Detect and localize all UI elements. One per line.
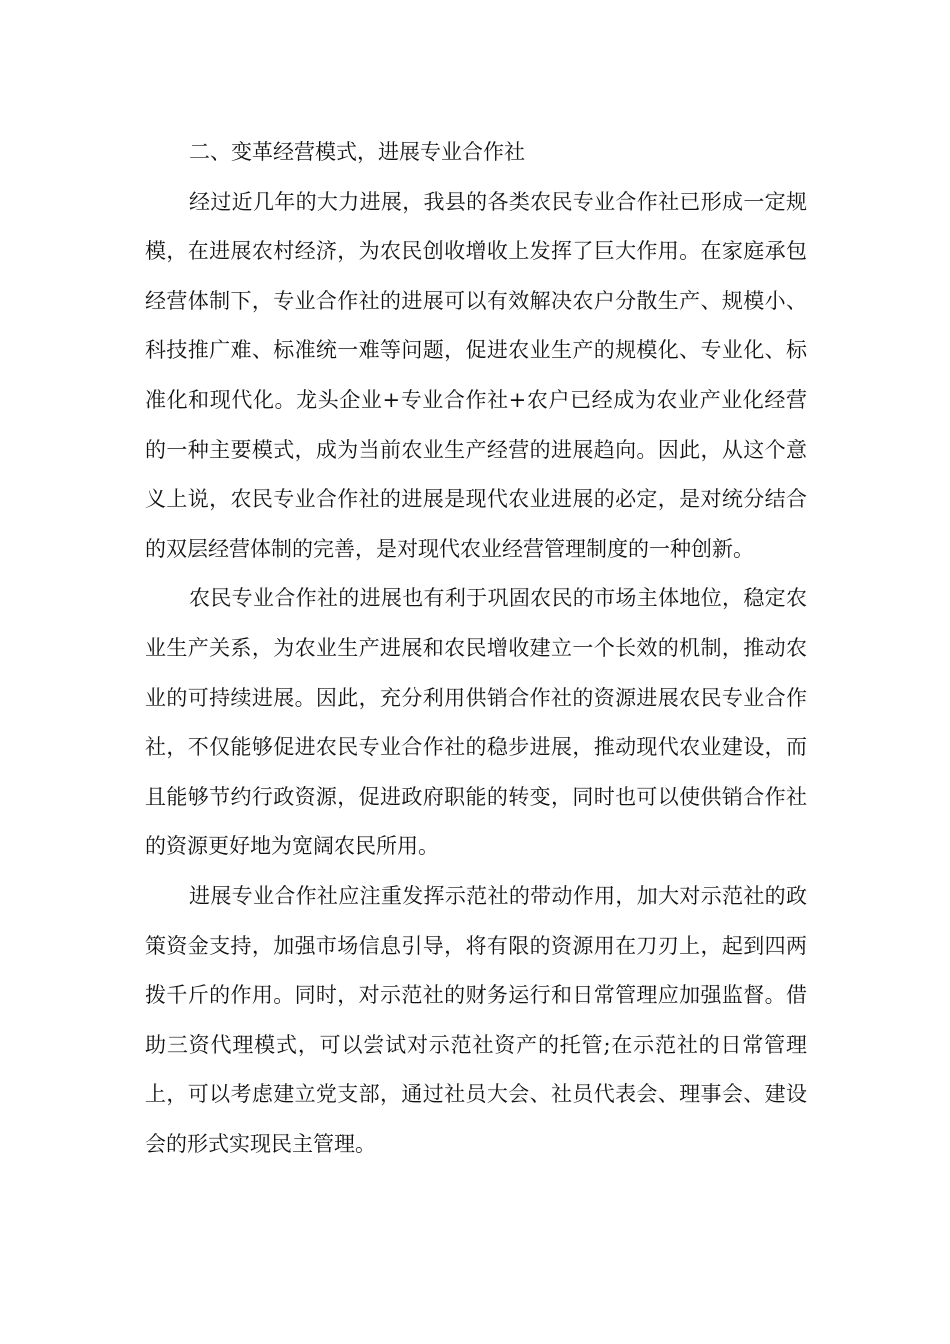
section-heading: 二、变革经营模式，进展专业合作社 bbox=[189, 140, 525, 164]
paragraph-3: 进展专业合作社应注重发挥示范社的带动作用，加大对示范社的政策资金支持，加强市场信息引导，将有限的资源用在刀刃上，起到四两拨千斤的作用。同时，对示范社的财务运行和日常管理应加强监督。借助三资代理模式，可以尝试对示范社资产的托管;在示范社的日常管理上，可以考虑建立党支部，通过社员大会、社员代表会、理事会、建设会的形式实现民主管理。 bbox=[145, 883, 807, 1156]
paragraph-1: 经过近几年的大力进展，我县的各类农民专业合作社已形成一定规模，在进展农村经济，为农民创收增收上发挥了巨大作用。在家庭承包经营体制下，专业合作社的进展可以有效解决农户分散生产、规模小、科技推广难、标准统一难等问题，促进农业生产的规模化、专业化、标准化和现代化。龙头企业+专业合作社+农户已经成为农业产业化经营的一种主要模式，成为当前农业生产经营的进展趋向。因此，从这个意义上说，农民专业合作社的进展是现代农业进展的必定，是对统分结合的双层经营体制的完善，是对现代农业经营管理制度的一种创新。 bbox=[145, 189, 807, 561]
paragraph-2: 农民专业合作社的进展也有利于巩固农民的市场主体地位，稳定农业生产关系，为农业生产进展和农民增收建立一个长效的机制，推动农业的可持续进展。因此，充分利用供销合作社的资源进展农民专业合作社，不仅能够促进农民专业合作社的稳步进展，推动现代农业建设，而且能够节约行政资源，促进政府职能的转变，同时也可以使供销合作社的资源更好地为宽阔农民所用。 bbox=[145, 586, 807, 859]
document-body bbox=[145, 128, 807, 1169]
